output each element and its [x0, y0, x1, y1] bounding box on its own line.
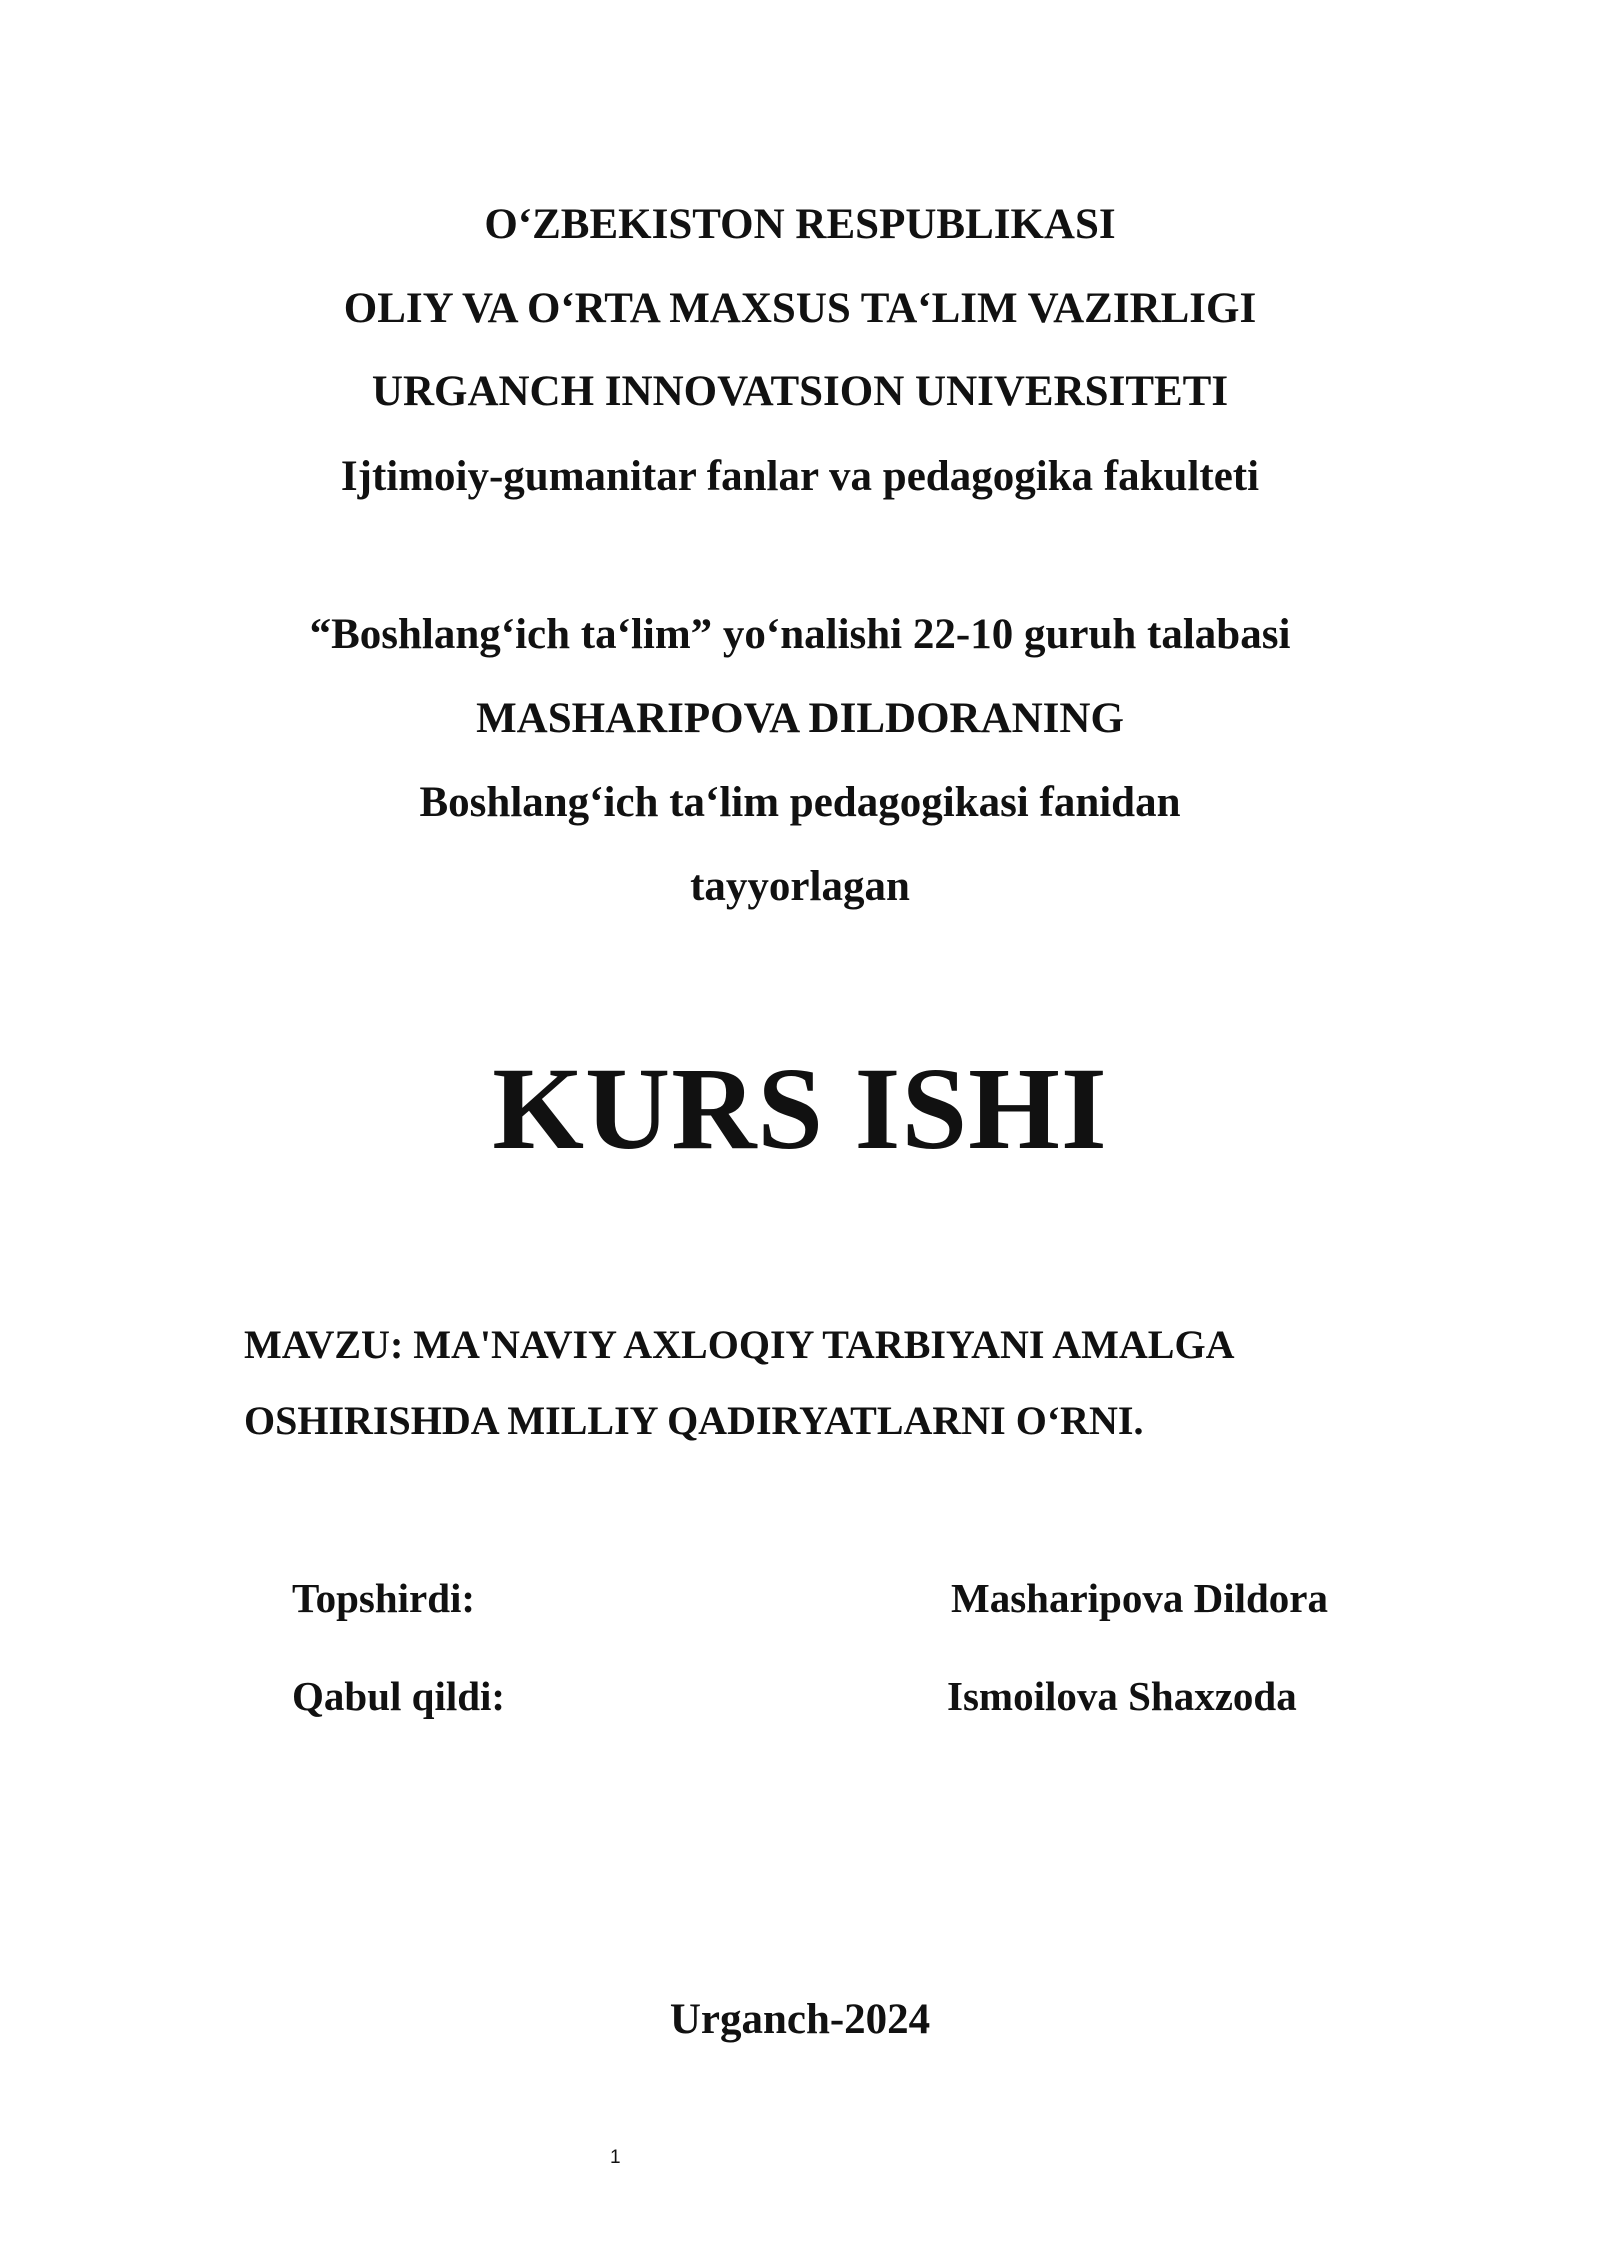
university-heading: URGANCH INNOVATSION UNIVERSITETI	[371, 368, 1229, 415]
ministry-heading: OLIY VA O‘RTA MAXSUS TA‘LIM VAZIRLIGI	[343, 285, 1257, 332]
accepted-name: Ismoilova Shaxzoda	[947, 1673, 1297, 1719]
place-year: Urganch-2024	[669, 1996, 931, 2043]
submitted-label: Topshirdi:	[292, 1575, 476, 1621]
accepted-label: Qabul qildi:	[292, 1673, 506, 1719]
student-program-line: “Boshlang‘ich ta‘lim” yo‘nalishi 22-10 guruh talabasi	[309, 611, 1291, 658]
faculty-heading: Ijtimoiy-gumanitar fanlar va pedagogika fakulteti	[340, 453, 1260, 500]
student-name-line: MASHARIPOVA DILDORANING	[476, 695, 1124, 742]
page-number: 1	[610, 2147, 621, 2168]
submitted-name: Masharipova Dildora	[951, 1575, 1328, 1621]
prepared-line: tayyorlagan	[690, 863, 910, 910]
topic-line-2: OSHIRISHDA MILLIY QADIRYATLARNI O‘RNI.	[244, 1398, 1144, 1443]
country-heading: O‘ZBEKISTON RESPUBLIKASI	[484, 201, 1116, 248]
subject-line: Boshlang‘ich ta‘lim pedagogikasi fanidan	[419, 779, 1181, 826]
document-title: KURS ISHI	[492, 1043, 1108, 1174]
topic-line-1: MAVZU: MA'NAVIY AXLOQIY TARBIYANI AMALGA	[244, 1322, 1235, 1367]
